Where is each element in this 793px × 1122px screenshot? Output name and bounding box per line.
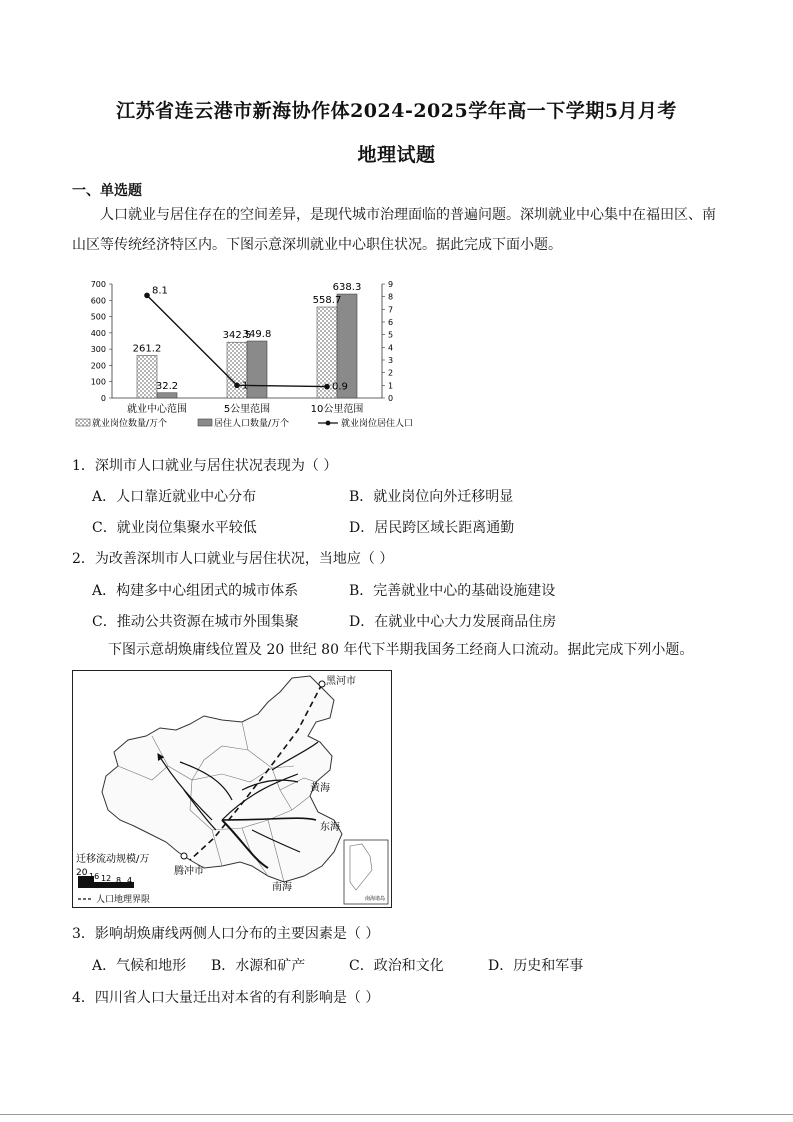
question-3-stem: 3．影响胡焕庸线两侧人口分布的主要因素是（ ） [72, 926, 380, 942]
employment-housing-chart [72, 274, 442, 436]
left-tick-label: 300 [90, 345, 106, 355]
legend-scale-16: 16 [89, 872, 100, 881]
passage-1-line-1: 人口就业与居住存在的空间差异，是现代城市治理面临的普遍问题。深圳就业中心集中在福田区、南 [100, 207, 716, 223]
q2-option-d[interactable]: D．在就业中心大力发展商品住房 [349, 614, 557, 630]
right-tick-label: 7 [388, 305, 394, 315]
right-tick-label: 1 [388, 381, 394, 391]
legend-jobs: 就业岗位数量/万个 [92, 419, 168, 429]
bar-residents [157, 393, 177, 398]
legend-dot-ratio [326, 421, 331, 426]
label-nanhai: 南海 [272, 882, 292, 893]
right-tick-label: 8 [388, 292, 394, 302]
population-flow-map [72, 670, 392, 908]
q1-option-b[interactable]: B．就业岗位向外迁移明显 [349, 489, 514, 505]
legend-scale-12: 12 [101, 874, 112, 883]
legend-swatch-jobs [76, 419, 90, 426]
inset-label: 南海诸岛 [365, 896, 386, 902]
category-label: 就业中心范围 [127, 404, 187, 415]
label-tengchong: 腾冲市 [174, 866, 204, 877]
q1-option-d[interactable]: D．居民跨区域长距离通勤 [349, 520, 515, 536]
label-jobs: 558.7 [312, 295, 342, 307]
passage-1 [72, 200, 722, 260]
ratio-point [234, 383, 240, 389]
page-title: 江苏省连云港市新海协作体2024-2025学年高一下学期5月月考 [116, 100, 677, 122]
right-tick-label: 6 [388, 318, 394, 327]
q2-option-c[interactable]: C．推动公共资源在城市外围集聚 [92, 614, 299, 630]
right-tick-label: 9 [388, 280, 394, 289]
question-1-stem: 1．深圳市人口就业与居住状况表现为（ ） [72, 458, 338, 474]
legend-scale-8: 8 [116, 876, 122, 885]
label-huanghai: 黄海 [310, 783, 330, 794]
ratio-point [324, 384, 330, 390]
label-donghai: 东海 [320, 822, 340, 833]
legend-residents: 居住人口数量/万个 [214, 419, 290, 429]
label-residents: 349.8 [242, 329, 272, 341]
category-label: 10公里范围 [310, 404, 364, 415]
right-tick-label: 2 [388, 368, 394, 378]
ratio-label: 0.9 [332, 381, 348, 393]
bar-jobs [137, 355, 157, 398]
left-tick-label: 400 [90, 328, 106, 338]
label-heihe: 黑河市 [326, 676, 356, 687]
legend-ratio: 就业岗位居住人口 [341, 419, 414, 429]
left-tick-label: 100 [90, 377, 106, 387]
legend-scale-20: 20 [76, 868, 88, 878]
tengchong-marker [181, 853, 187, 859]
q3-option-b[interactable]: B．水源和矿产 [211, 958, 306, 974]
right-tick-label: 5 [388, 330, 394, 340]
label-residents: 32.2 [155, 380, 179, 392]
label-jobs: 342.5 [222, 330, 252, 342]
right-tick-label: 4 [388, 343, 394, 353]
legend-boundary-label: 人口地理界限 [96, 895, 151, 905]
page-subtitle: 地理试题 [357, 144, 436, 166]
q2-option-a[interactable]: A．构建多中心组团式的城市体系 [92, 583, 299, 599]
legend-title: 迁移流动规模/万 [76, 854, 150, 865]
section-heading: 一、单选题 [72, 183, 142, 199]
heihe-marker [319, 681, 325, 687]
right-tick-label: 3 [388, 356, 394, 365]
left-tick-label: 200 [90, 361, 106, 371]
q3-option-c[interactable]: C．政治和文化 [349, 958, 444, 974]
right-tick-label: 0 [388, 394, 394, 403]
passage-1-line-2: 山区等传统经济特区内。下图示意深圳就业中心职住状况。据此完成下面小题。 [72, 237, 562, 253]
question-2-stem: 2．为改善深圳市人口就业与居住状况，当地应（ ） [72, 551, 394, 567]
page-bottom-rule [0, 1114, 793, 1115]
ratio-label: 8.1 [152, 285, 168, 297]
q3-option-a[interactable]: A．气候和地形 [92, 958, 187, 974]
bar-residents [247, 341, 267, 398]
left-tick-label: 600 [90, 296, 106, 306]
legend-scale-4: 4 [127, 876, 133, 885]
ratio-point [144, 293, 150, 299]
label-jobs: 261.2 [132, 343, 162, 355]
ratio-label: 1 [242, 380, 249, 392]
q1-option-c[interactable]: C．就业岗位集聚水平较低 [92, 520, 257, 536]
left-tick-label: 0 [100, 394, 106, 403]
legend-swatch-residents [198, 419, 212, 426]
passage-2: 下图示意胡焕庸线位置及 20 世纪 80 年代下半期我国务工经商人口流动。据此完成下列小题。 [108, 642, 694, 658]
label-residents: 638.3 [332, 282, 362, 294]
left-tick-label: 500 [90, 312, 106, 322]
q1-option-a[interactable]: A．人口靠近就业中心分布 [92, 489, 257, 505]
q3-option-d[interactable]: D．历史和军事 [488, 958, 584, 974]
south-china-sea-inset [344, 840, 388, 904]
category-label: 5公里范围 [223, 404, 271, 415]
question-4-stem: 4．四川省人口大量迁出对本省的有利影响是（ ） [72, 990, 380, 1006]
q2-option-b[interactable]: B．完善就业中心的基础设施建设 [349, 583, 556, 599]
left-tick-label: 700 [90, 280, 106, 289]
